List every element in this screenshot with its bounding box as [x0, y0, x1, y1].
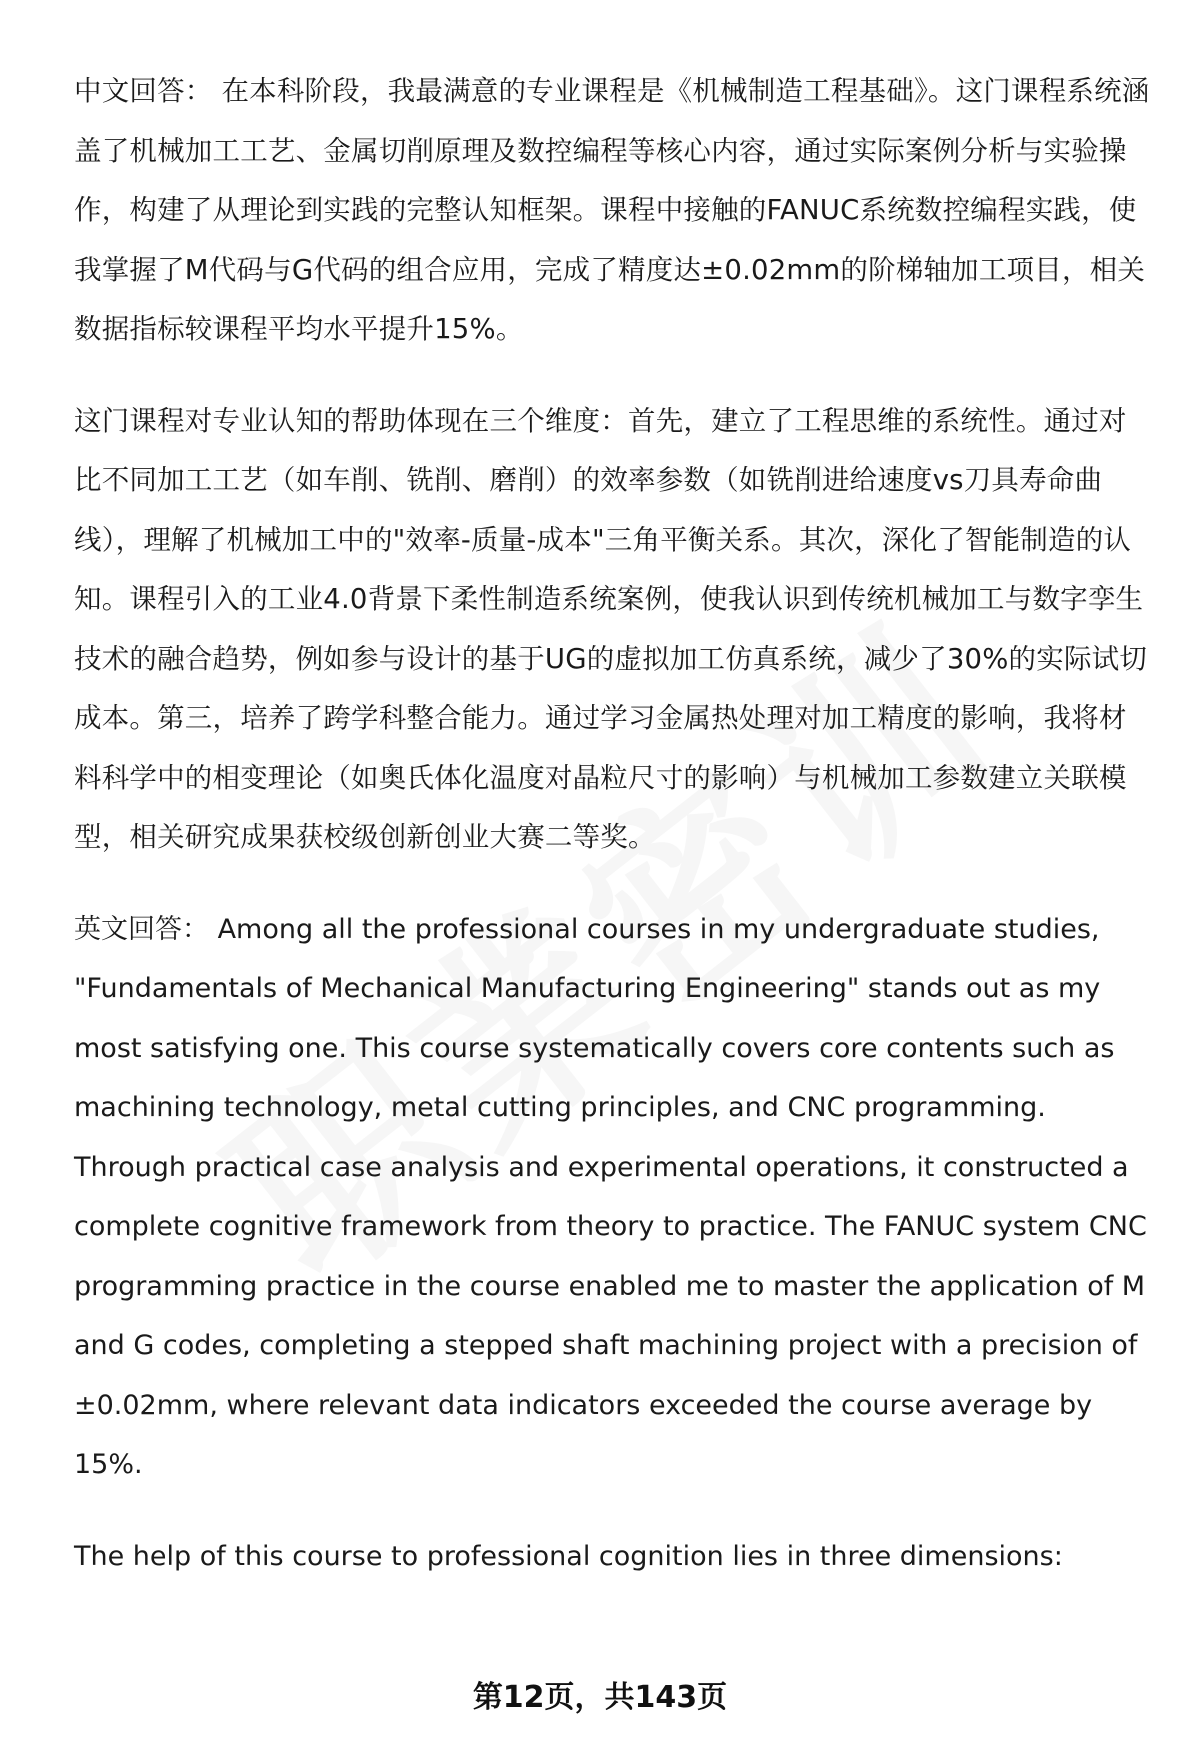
- document-body: [74, 62, 1154, 1618]
- paragraph-chinese-dimensions: 这门课程对专业认知的帮助体现在三个维度：首先，建立了工程思维的系统性。通过对比不同加工工艺（如车削、铣削、磨削）的效率参数（如铣削进给速度vs刀具寿命曲线），理解了机械加工中的"效率-质量-成本"三角平衡关系。其次，深化了智能制造的认知。课程引入的工业4.0背景下柔性制造系统案例，使我认识到传统机械加工与数字孪生技术的融合趋势，例如参与设计的基于UG的虚拟加工仿真系统，减少了30%的实际试切成本。第三，培养了跨学科整合能力。通过学习金属热处理对加工精度的影响，我将材料科学中的相变理论（如奥氏体化温度对晶粒尺寸的影响）与机械加工参数建立关联模型，相关研究成果获校级创新创业大赛二等奖。: [74, 404, 1148, 853]
- paragraph-chinese-answer: 中文回答： 在本科阶段，我最满意的专业课程是《机械制造工程基础》。这门课程系统涵盖了机械加工工艺、金属切削原理及数控编程等核心内容，通过实际案例分析与实验操作，构建了从理论到实践的完整认知框架。课程中接触的FANUC系统数控编程实践，使我掌握了M代码与G代码的组合应用，完成了精度达±0.02mm的阶梯轴加工项目，相关数据指标较课程平均水平提升15%。: [74, 75, 1150, 345]
- paragraph-english-answer: 英文回答： Among all the professional courses in my undergraduate studies, "Fundamentals of Mechanical Manufacturing Engineering" stands out as my most satisfying one. This course systematically covers core contents such as machining technology, metal cutting principles, and CNC programming. Through practical case analysis and experimental operations, it constructed a complete cognitive framework from theory to practice. The FANUC system CNC programming practice in the course enabled me to master the application of M and G codes, completing a stepped shaft machining project with a precision of ±0.02mm, where relevant data indicators exceeded the course average by 15%.: [74, 913, 1147, 1480]
- page-number-footer: 第12页，共143页: [472, 1680, 728, 1715]
- paragraph-english-dimensions: The help of this course to professional cognition lies in three dimensions:: [74, 1540, 1063, 1572]
